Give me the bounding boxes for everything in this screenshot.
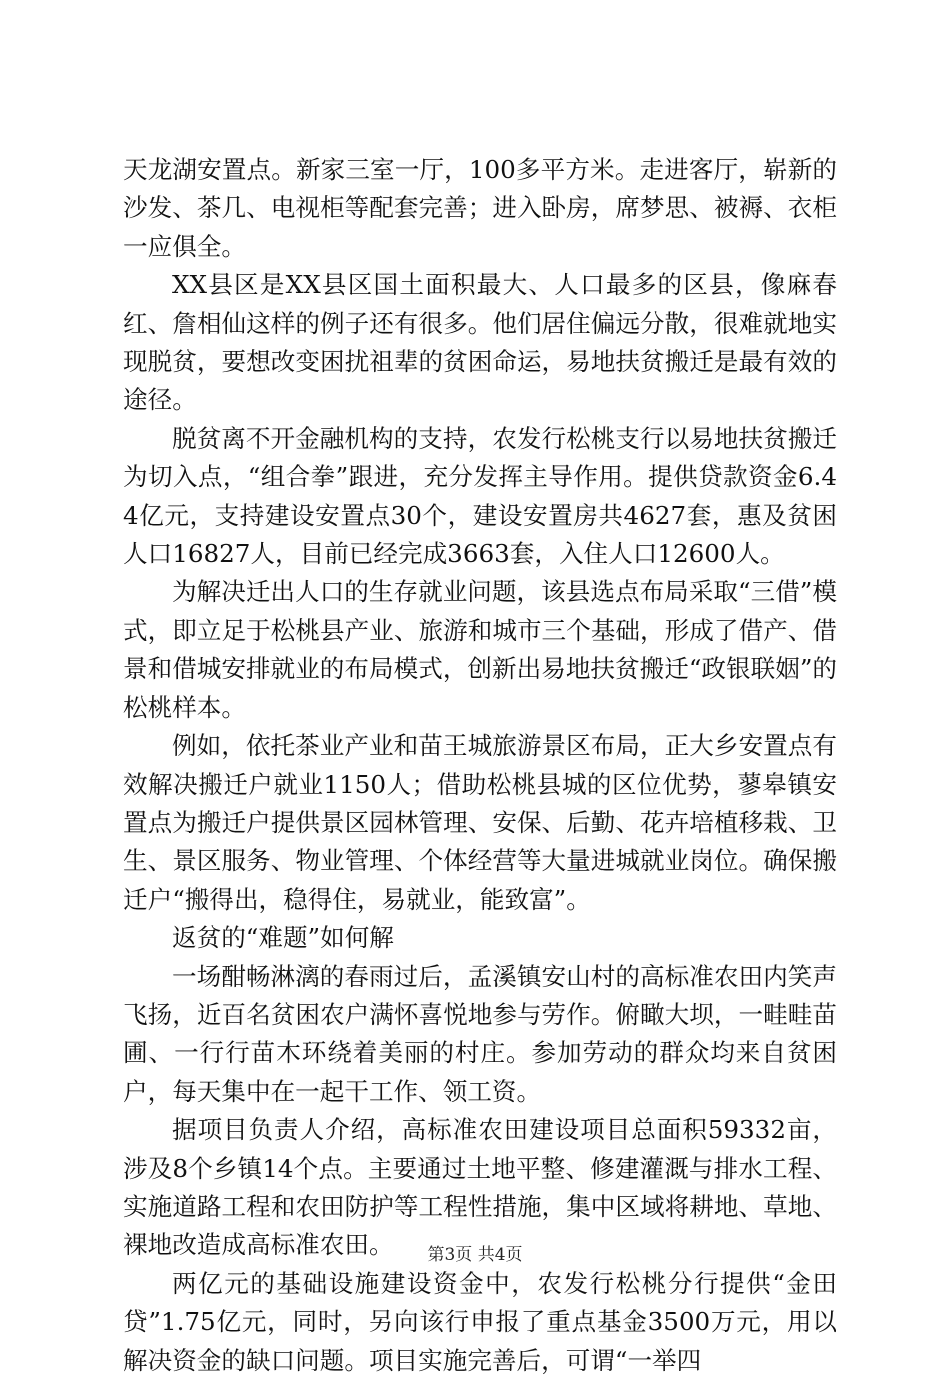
paragraph-3: 脱贫离不开金融机构的支持，农发行松桃支行以易地扶贫搬迁为切入点，“组合拳”跟进，充分发挥主导作用。提供贷款资金6.44亿元，支持建设安置点30个，建设安置房共4627套，惠及贫困人口16827人，目前已经完成3663套，入住人口12600人。 [123,423,837,569]
paragraph-7: 据项目负责人介绍，高标准农田建设项目总面积59332亩，涉及8个乡镇14个点。主要通过土地平整、修建灌溉与排水工程、实施道路工程和农田防护等工程性措施，集中区域将耕地、草地、裸地改造成高标准农田。 [123,1115,837,1260]
section-heading: 返贫的“难题”如何解 [172,923,394,953]
page-number-label: 第3页 共4页 [427,1245,523,1265]
document-body [123,151,837,1380]
page-footer [0,1244,950,1266]
paragraph-2: XX县区是XX县区国土面积最大、人口最多的区县，像麻春红、詹相仙这样的例子还有很多。他们居住偏远分散，很难就地实现脱贫，要想改变困扰祖辈的贫困命运，易地扶贫搬迁是最有效的途径。 [123,270,837,415]
paragraph-6: 一场酣畅淋漓的春雨过后，孟溪镇安山村的高标准农田内笑声飞扬，近百名贫困农户满怀喜悦地参与劳作。俯瞰大坝，一畦畦苗圃、一行行苗木环绕着美丽的村庄。参加劳动的群众均来自贫困户，每天集中在一起干工作、领工资。 [123,961,837,1106]
paragraph-5: 例如，依托茶业产业和苗王城旅游景区布局，正大乡安置点有效解决搬迁户就业1150人；借助松桃县城的区位优势，蓼皋镇安置点为搬迁户提供景区园林管理、安保、后勤、花卉培植移栽、卫生、景区服务、物业管理、个体经营等大量进城就业岗位。确保搬迁户“搬得出，稳得住，易就业，能致富”。 [123,731,837,914]
paragraph-4: 为解决迁出人口的生存就业问题，该县选点布局采取“三借”模式，即立足于松桃县产业、旅游和城市三个基础，形成了借产、借景和借城安排就业的布局模式，创新出易地扶贫搬迁“政银联姻”的松桃样本。 [123,577,837,722]
paragraph-8: 两亿元的基础设施建设资金中，农发行松桃分行提供“金田贷”1.75亿元，同时，另向该行申报了重点基金3500万元，用以解决资金的缺口问题。项目实施完善后，可谓“一举四 [123,1268,837,1375]
paragraph-1: 天龙湖安置点。新家三室一厅，100多平方米。走进客厅，崭新的沙发、茶几、电视柜等配套完善；进入卧房，席梦思、被褥、衣柜一应俱全。 [123,155,837,261]
